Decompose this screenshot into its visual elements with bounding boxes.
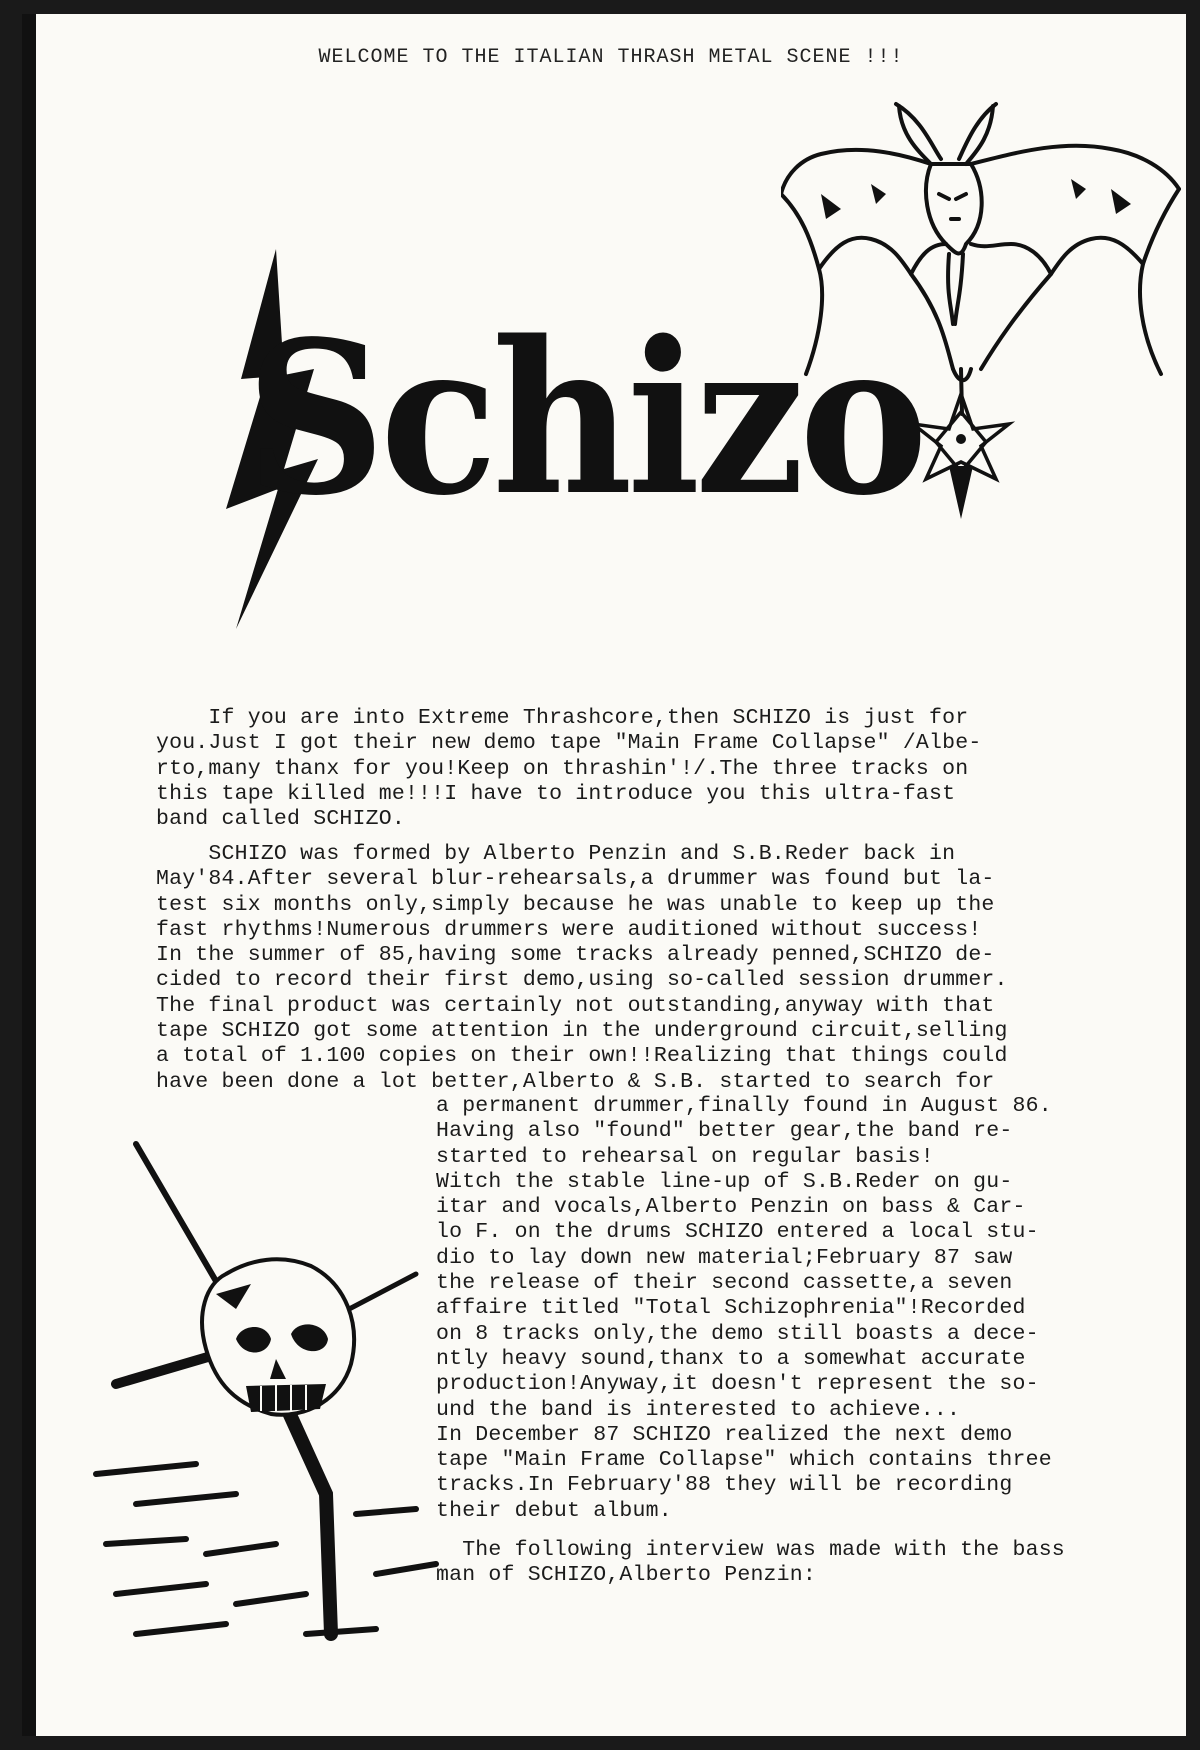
schizo-logo: Schizo <box>246 295 923 542</box>
zine-page <box>22 14 1186 1736</box>
history-paragraph-continued: a permanent drummer,finally found in August 86. Having also "found" better gear,the band re- started to rehearsal on regular basis! Witch the stable line-up of S.B.Reder on gu- itar and vocals,Alberto Penzin on bass & Car- lo F. on the drums SCHIZO entered a local stu- dio to lay down new material;February 87 saw the release of their second cassette,a seven affaire titled "Total Schizophrenia"!Recorded on 8 tracks only,the demo still boasts a dece- ntly heavy sound,thanx to a somewhat accurate production!Anyway,it doesn't represent the so- und the band is interested to achieve... In December 87 SCHIZO realized the next demo tape "Main Frame Collapse" which contains three tracks.In February'88 they will be recording their debut album. <box>436 1094 1052 1523</box>
interview-intro-paragraph: The following interview was made with the bass man of SCHIZO,Alberto Penzin: <box>436 1538 1065 1588</box>
intro-paragraph: If you are into Extreme Thrashcore,then SCHIZO is just for you.Just I got their new demo tape "Main Frame Collapse" /Albe- rto,many thanx for you!Keep on thrashin'!/.The three tracks on this tape killed me!!!I have to introduce you this ultra-fast band called SCHIZO. <box>156 706 982 832</box>
history-paragraph: SCHIZO was formed by Alberto Penzin and S.B.Reder back in May'84.After several blur-rehearsals,a drummer was found but la- test six months only,simply because he was unable to keep up the fast rhythms!Numerous drummers were auditioned without success! In the summer of 85,having some tracks already penned,SCHIZO de- cided to record their first demo,using so-called session drummer. The final product was certainly not outstanding,anyway with that tape SCHIZO got some attention in the underground circuit,selling a total of 1.100 copies on their own!!Realizing that things could have been done a lot better,Alberto & S.B. started to search for <box>156 842 1008 1094</box>
page-header: WELCOME TO THE ITALIAN THRASH METAL SCENE !!! <box>318 46 904 69</box>
impaled-skull-illustration <box>76 1134 496 1654</box>
